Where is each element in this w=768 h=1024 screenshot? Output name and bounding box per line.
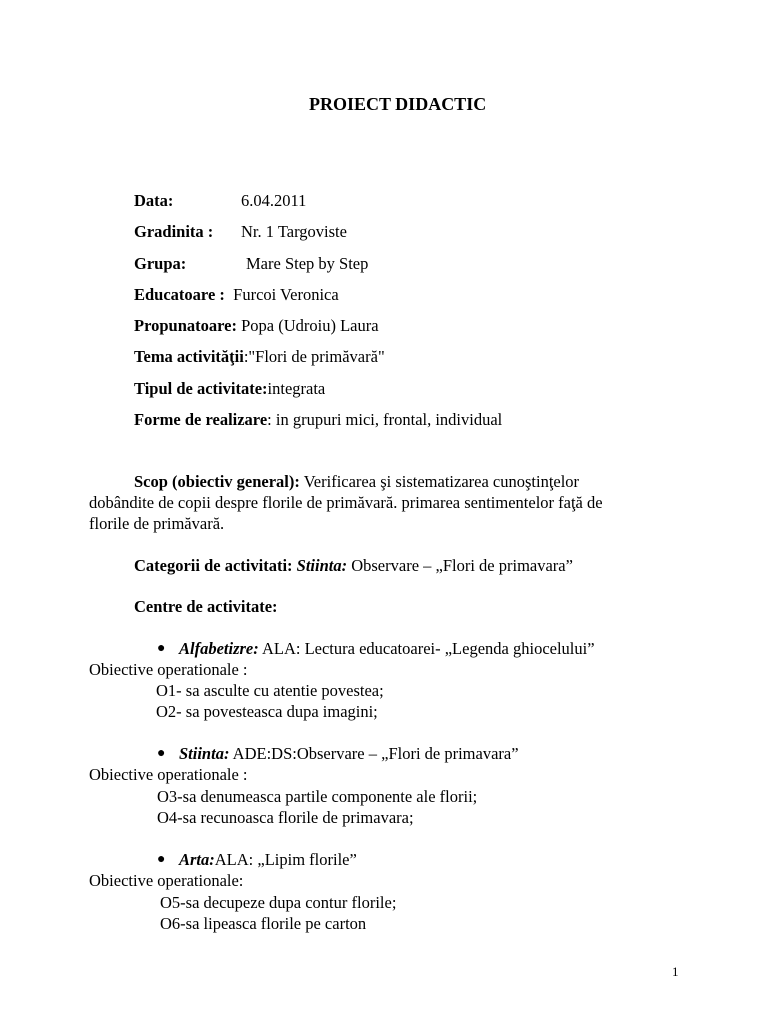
tema-line bbox=[134, 347, 385, 367]
forme-value: : in grupuri mici, frontal, individual bbox=[267, 410, 503, 429]
scop-line1-text: Verificarea şi sistematizarea cunoştinţelor bbox=[299, 472, 580, 491]
propunatoare-value: Popa (Udroiu) Laura bbox=[241, 316, 379, 335]
objective-o5: O5-sa decupeze dupa contur florile; bbox=[160, 893, 397, 912]
objective-o4: O4-sa recunoasca florile de primavara; bbox=[157, 808, 414, 827]
gradinita-value: Nr. 1 Targoviste bbox=[241, 222, 347, 241]
page-number: 1 bbox=[672, 964, 679, 979]
centre-2-line bbox=[179, 744, 519, 764]
grupa-value: Mare Step by Step bbox=[246, 254, 369, 273]
tema-label: Tema activităţii bbox=[134, 347, 244, 366]
centre-3-obj-label: Obiective operationale: bbox=[89, 871, 244, 890]
objective-o6: O6-sa lipeasca florile pe carton bbox=[160, 914, 367, 933]
educatoare-line bbox=[134, 285, 339, 305]
scop-line2: dobândite de copii despre florile de primăvară. primarea sentimentelor faţă de bbox=[89, 493, 603, 512]
categorii-text: Observare – „Flori de primavara” bbox=[347, 556, 573, 575]
bullet-icon: ● bbox=[157, 746, 166, 761]
categorii-label: Categorii de activitati: bbox=[134, 556, 293, 575]
centre-3-line bbox=[179, 850, 357, 870]
educatoare-value: Furcoi Veronica bbox=[233, 285, 339, 304]
forme-label: Forme de realizare bbox=[134, 410, 268, 429]
grupa-label: Grupa: bbox=[134, 254, 187, 273]
data-label: Data: bbox=[134, 191, 174, 210]
tipul-value: integrata bbox=[267, 379, 326, 398]
data-value: 6.04.2011 bbox=[241, 191, 307, 210]
forme-line bbox=[134, 410, 502, 430]
bullet-icon: ● bbox=[157, 641, 166, 656]
categorii-subject: Stiinta: bbox=[296, 556, 348, 575]
page-title: PROIECT DIDACTIC bbox=[309, 94, 487, 114]
categorii-line bbox=[134, 556, 573, 576]
centre-2-text: ADE:DS:Observare – „Flori de primavara” bbox=[229, 744, 519, 763]
centre-2-subject: Stiinta: bbox=[179, 744, 230, 763]
scop-label: Scop (obiectiv general): bbox=[134, 472, 300, 491]
centre-3-subject: Arta: bbox=[179, 850, 215, 869]
educatoare-label: Educatoare : bbox=[134, 285, 225, 304]
centre-3-text: ALA: „Lipim florile” bbox=[214, 850, 357, 869]
bullet-icon: ● bbox=[157, 852, 166, 867]
tema-value: :"Flori de primăvară" bbox=[243, 347, 385, 366]
centre-1-text: ALA: Lectura educatoarei- „Legenda ghiocelului” bbox=[258, 639, 595, 658]
objective-o3: O3-sa denumeasca partile componente ale florii; bbox=[157, 787, 478, 806]
tipul-line bbox=[134, 379, 325, 399]
propunatoare-label: Propunatoare: bbox=[134, 316, 237, 335]
scop-line3: florile de primăvară. bbox=[89, 514, 225, 533]
centre-1-line bbox=[179, 639, 595, 659]
centre-label: Centre de activitate: bbox=[134, 597, 278, 616]
propunatoare-line bbox=[134, 316, 379, 336]
centre-1-subject: Alfabetizre: bbox=[179, 639, 259, 658]
tipul-label: Tipul de activitate: bbox=[134, 379, 268, 398]
objective-o1: O1- sa asculte cu atentie povestea; bbox=[156, 681, 384, 700]
gradinita-label: Gradinita : bbox=[134, 222, 214, 241]
centre-1-obj-label: Obiective operationale : bbox=[89, 660, 248, 679]
scop-line1 bbox=[134, 472, 579, 492]
objective-o2: O2- sa povesteasca dupa imagini; bbox=[156, 702, 378, 721]
centre-2-obj-label: Obiective operationale : bbox=[89, 765, 248, 784]
